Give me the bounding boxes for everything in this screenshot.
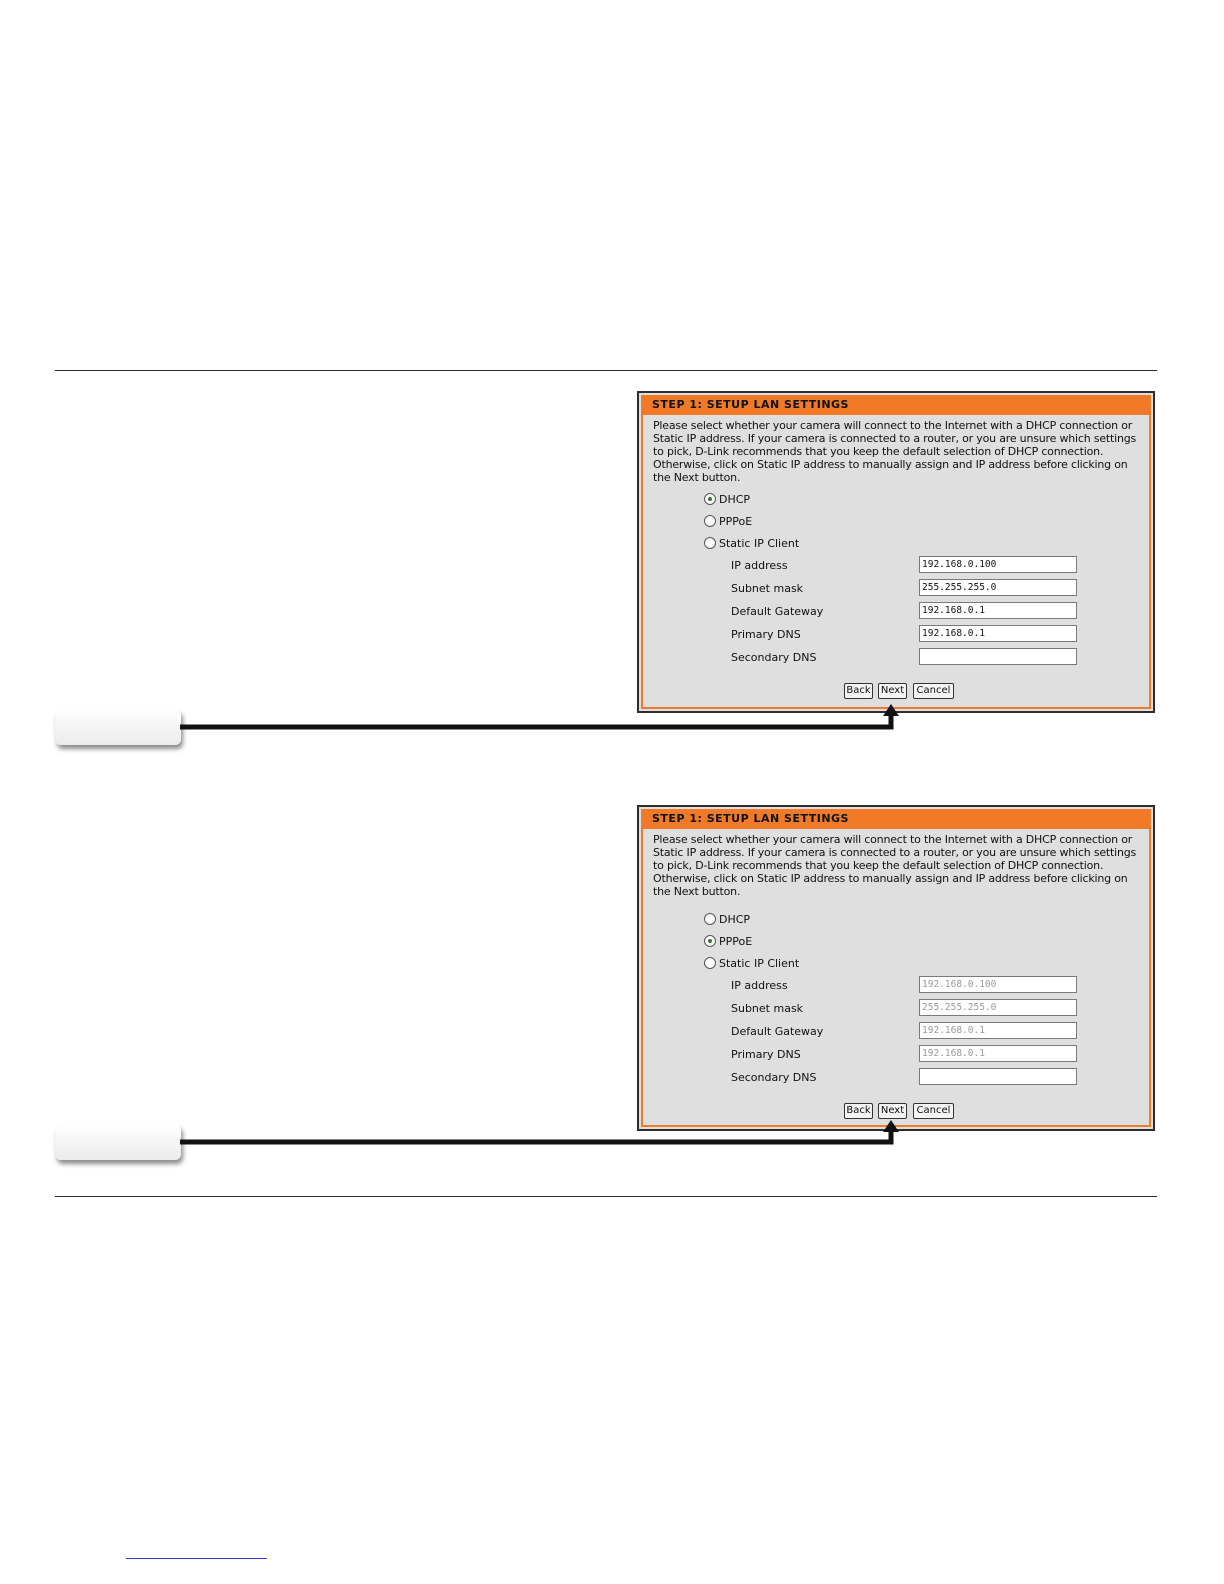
ip-address-label: IP address xyxy=(731,979,788,992)
ip-address-label: IP address xyxy=(731,559,788,572)
primary-dns-input[interactable]: 192.168.0.1 xyxy=(919,1045,1077,1062)
panel-description: Please select whether your camera will connect to the Internet with a DHCP connection or Static IP address. If your camera is connected to a router, or you are unsure which settings to pick, D-Link recommends that you keep the default selection of DHCP connection. Otherwise, click on Static IP address to manually assign and IP address before clicking on the Next button. xyxy=(653,833,1137,898)
subnet-mask-input[interactable]: 255.255.255.0 xyxy=(919,579,1077,596)
secondary-dns-label: Secondary DNS xyxy=(731,1071,817,1084)
subnet-mask-label: Subnet mask xyxy=(731,582,804,595)
default-gateway-label: Default Gateway xyxy=(731,605,824,618)
next-button[interactable]: Next xyxy=(878,1103,907,1119)
option-label: DHCP xyxy=(719,912,751,926)
option-label: PPPoE xyxy=(719,514,753,528)
default-gateway-input[interactable]: 192.168.0.1 xyxy=(919,1022,1077,1039)
secondary-dns-label: Secondary DNS xyxy=(731,651,817,664)
panel-title: STEP 1: SETUP LAN SETTINGS xyxy=(643,395,1149,415)
back-button[interactable]: Back xyxy=(844,683,873,699)
subnet-mask-label: Subnet mask xyxy=(731,1002,804,1015)
next-button[interactable]: Next xyxy=(878,683,907,699)
connector-arrow xyxy=(180,1120,899,1142)
primary-dns-input[interactable]: 192.168.0.1 xyxy=(919,625,1077,642)
panel-description: Please select whether your camera will connect to the Internet with a DHCP connection or Static IP address. If your camera is connected to a router, or you are unsure which settings to pick, D-Link recommends that you keep the default selection of DHCP connection. Otherwise, click on Static IP address to manually assign and IP address before clicking on the Next button. xyxy=(653,419,1137,484)
subnet-mask-input[interactable]: 255.255.255.0 xyxy=(919,999,1077,1016)
ip-address-input[interactable]: 192.168.0.100 xyxy=(919,976,1077,993)
option-label: Static IP Client xyxy=(719,956,800,970)
primary-dns-label: Primary DNS xyxy=(731,628,801,641)
option-label: DHCP xyxy=(719,492,751,506)
footer-link-underline[interactable] xyxy=(126,1558,267,1559)
panel-title: STEP 1: SETUP LAN SETTINGS xyxy=(643,809,1149,829)
primary-dns-label: Primary DNS xyxy=(731,1048,801,1061)
option-label: PPPoE xyxy=(719,934,753,948)
cancel-button[interactable]: Cancel xyxy=(913,683,954,699)
default-gateway-label: Default Gateway xyxy=(731,1025,824,1038)
cancel-button[interactable]: Cancel xyxy=(913,1103,954,1119)
ip-address-input[interactable]: 192.168.0.100 xyxy=(919,556,1077,573)
back-button[interactable]: Back xyxy=(844,1103,873,1119)
option-label: Static IP Client xyxy=(719,536,800,550)
default-gateway-input[interactable]: 192.168.0.1 xyxy=(919,602,1077,619)
connector-arrow xyxy=(180,704,899,727)
